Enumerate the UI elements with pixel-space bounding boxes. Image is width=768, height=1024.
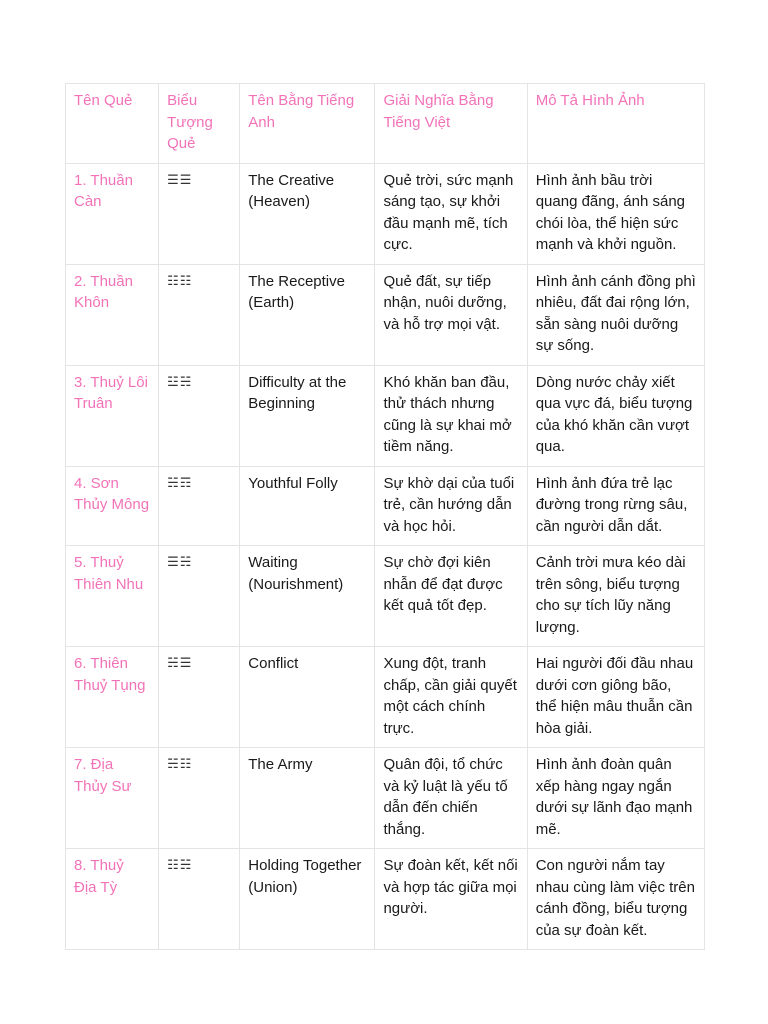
english-name: Conflict — [240, 647, 375, 748]
vietnamese-meaning: Sự khờ dại của tuổi trẻ, cần hướng dẫn và học hỏi. — [375, 466, 527, 546]
vietnamese-meaning: Sự đoàn kết, kết nối và hợp tác giữa mọi người. — [375, 849, 527, 950]
header-english: Tên Bằng Tiếng Anh — [240, 84, 375, 164]
hexagram-name: 8. Thuỷ Địa Tỳ — [66, 849, 159, 950]
image-description: Hình ảnh đứa trẻ lạc đường trong rừng sâu, cần người dẫn dắt. — [527, 466, 704, 546]
english-name: Difficulty at the Beginning — [240, 365, 375, 466]
hexagram-symbol-icon: ☷☷ — [159, 264, 240, 365]
image-description: Cảnh trời mưa kéo dài trên sông, biểu tượng cho sự tích lũy năng lượng. — [527, 546, 704, 647]
hexagram-symbol-icon: ☰☰ — [159, 163, 240, 264]
hexagram-table — [65, 83, 705, 950]
header-image: Mô Tả Hình Ảnh — [527, 84, 704, 164]
hexagram-symbol-icon: ☵☶ — [159, 466, 240, 546]
hexagram-symbol-icon: ☰☵ — [159, 546, 240, 647]
hexagram-symbol-icon: ☵☰ — [159, 647, 240, 748]
english-name: The Army — [240, 748, 375, 849]
table-row — [66, 264, 705, 365]
hexagram-symbol-icon: ☵☷ — [159, 748, 240, 849]
hexagram-name: 3. Thuỷ Lôi Truân — [66, 365, 159, 466]
vietnamese-meaning: Quân đội, tổ chức và kỷ luật là yếu tố dẫn đến chiến thắng. — [375, 748, 527, 849]
table-row — [66, 748, 705, 849]
english-name: The Creative (Heaven) — [240, 163, 375, 264]
image-description: Hình ảnh bầu trời quang đãng, ánh sáng chói lòa, thể hiện sức mạnh và khởi nguồn. — [527, 163, 704, 264]
vietnamese-meaning: Xung đột, tranh chấp, cần giải quyết một cách chính trực. — [375, 647, 527, 748]
table-row — [66, 163, 705, 264]
image-description: Dòng nước chảy xiết qua vực đá, biểu tượng của khó khăn cần vượt qua. — [527, 365, 704, 466]
english-name: Holding Together (Union) — [240, 849, 375, 950]
hexagram-name: 6. Thiên Thuỷ Tụng — [66, 647, 159, 748]
vietnamese-meaning: Quẻ đất, sự tiếp nhận, nuôi dưỡng, và hỗ trợ mọi vật. — [375, 264, 527, 365]
table-row — [66, 647, 705, 748]
image-description: Hình ảnh cánh đồng phì nhiêu, đất đai rộng lớn, sẵn sàng nuôi dưỡng sự sống. — [527, 264, 704, 365]
table-header-row — [66, 84, 705, 164]
hexagram-name: 5. Thuỷ Thiên Nhu — [66, 546, 159, 647]
table-row — [66, 466, 705, 546]
header-meaning: Giải Nghĩa Bằng Tiếng Việt — [375, 84, 527, 164]
vietnamese-meaning: Sự chờ đợi kiên nhẫn để đạt được kết quả tốt đẹp. — [375, 546, 527, 647]
image-description: Hình ảnh đoàn quân xếp hàng ngay ngắn dưới sự lãnh đạo mạnh mẽ. — [527, 748, 704, 849]
image-description: Hai người đối đầu nhau dưới cơn giông bão, thể hiện mâu thuẫn cần hòa giải. — [527, 647, 704, 748]
table-row — [66, 365, 705, 466]
english-name: Waiting (Nourishment) — [240, 546, 375, 647]
hexagram-name: 2. Thuần Khôn — [66, 264, 159, 365]
table-row — [66, 849, 705, 950]
vietnamese-meaning: Khó khăn ban đầu, thử thách nhưng cũng là sự khai mở tiềm năng. — [375, 365, 527, 466]
header-symbol: Biểu Tượng Quẻ — [159, 84, 240, 164]
hexagram-name: 4. Sơn Thủy Mông — [66, 466, 159, 546]
table-row — [66, 546, 705, 647]
hexagram-symbol-icon: ☷☵ — [159, 849, 240, 950]
hexagram-symbol-icon: ☳☵ — [159, 365, 240, 466]
hexagram-name: 7. Địa Thủy Sư — [66, 748, 159, 849]
header-name: Tên Quẻ — [66, 84, 159, 164]
english-name: Youthful Folly — [240, 466, 375, 546]
vietnamese-meaning: Quẻ trời, sức mạnh sáng tạo, sự khởi đầu mạnh mẽ, tích cực. — [375, 163, 527, 264]
hexagram-name: 1. Thuần Càn — [66, 163, 159, 264]
image-description: Con người nắm tay nhau cùng làm việc trên cánh đồng, biểu tượng của sự đoàn kết. — [527, 849, 704, 950]
english-name: The Receptive (Earth) — [240, 264, 375, 365]
